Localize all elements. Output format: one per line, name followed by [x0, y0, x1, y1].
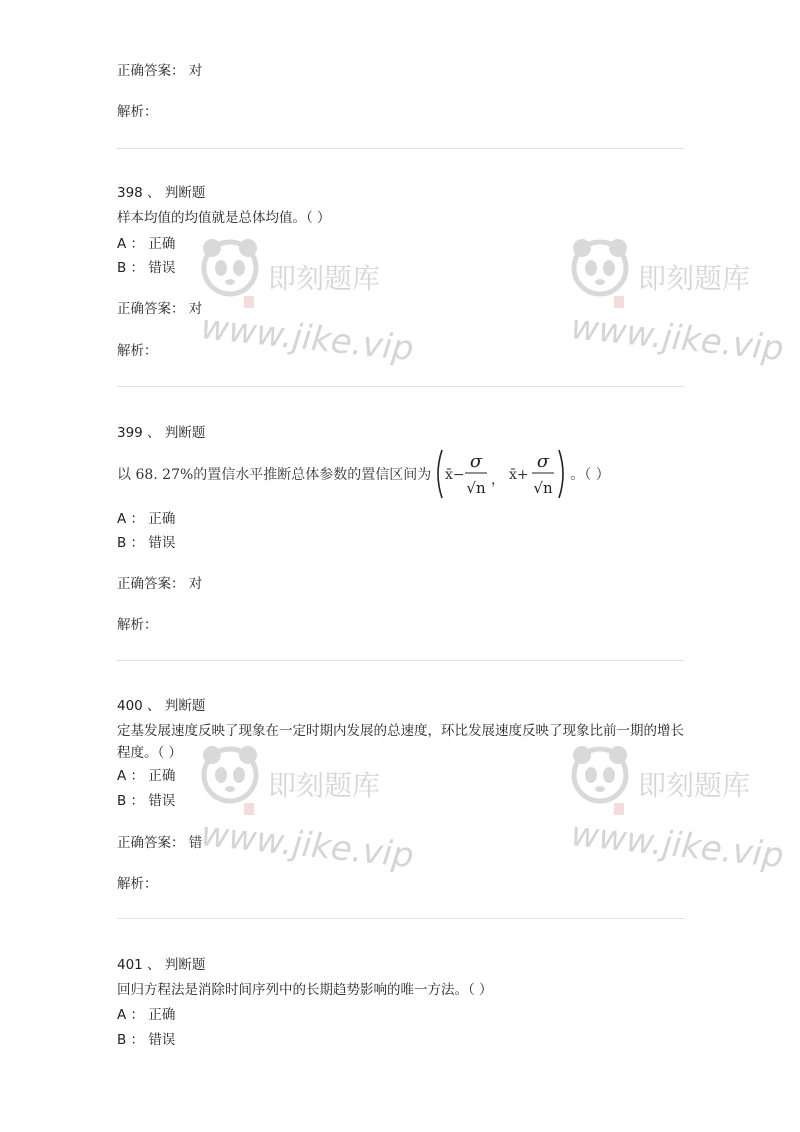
option-b	[117, 534, 175, 552]
option-a-key: A ：	[117, 768, 145, 784]
watermark-url: www.jike.vip	[199, 814, 416, 877]
confidence-interval-formula	[433, 448, 568, 500]
watermark	[569, 745, 786, 880]
option-b-key: B ：	[117, 793, 145, 809]
question-type: 判断题	[164, 185, 206, 201]
question-stem-398: 样本均值的均值就是总体均值。（ ）	[117, 210, 331, 226]
answer-label: 正确答案：	[117, 301, 185, 317]
panda-logo-icon	[203, 239, 257, 308]
option-a-key: A ：	[117, 236, 145, 252]
answer-label: 正确答案：	[117, 576, 185, 592]
option-a	[117, 1006, 175, 1024]
question-type: 判断题	[164, 698, 206, 714]
option-a-text: 正确	[148, 511, 176, 527]
watermark	[200, 745, 425, 880]
option-a-text: 正确	[148, 236, 176, 252]
question-header-400	[117, 697, 205, 715]
answer-row-397	[117, 62, 202, 80]
right-numerator: σ	[537, 451, 550, 472]
option-b-text: 错误	[148, 260, 176, 276]
left-numerator: σ	[470, 451, 483, 472]
question-header-401	[117, 956, 205, 974]
answer-value: 对	[188, 576, 203, 592]
left-term: x̄−	[445, 467, 465, 483]
answer-label: 正确答案：	[117, 63, 185, 79]
question-divider	[117, 148, 685, 149]
watermark-brand: 即刻题库	[638, 262, 751, 295]
watermark	[569, 238, 786, 373]
option-a	[117, 510, 175, 528]
left-denominator: √n	[466, 479, 486, 497]
watermark-brand: 即刻题库	[638, 769, 751, 802]
watermark-url: www.jike.vip	[569, 307, 786, 370]
question-stem-400: 定基发展速度反映了现象在一定时期内发展的总速度，环比发展速度反映了现象比前一期的增长程度。（ ）	[117, 723, 684, 761]
option-a	[117, 767, 175, 785]
right-paren	[559, 450, 563, 498]
left-paren	[438, 450, 442, 498]
watermark-brand: 即刻题库	[268, 769, 381, 802]
question-stem-401: 回归方程法是消除时间序列中的长期趋势影响的唯一方法。（ ）	[117, 982, 493, 998]
option-b-text: 错误	[148, 1032, 176, 1048]
watermark-graphic	[200, 745, 425, 880]
question-number: 401 、	[117, 957, 161, 973]
option-b-text: 错误	[148, 535, 176, 551]
option-b-key: B ：	[117, 535, 145, 551]
question-divider	[117, 918, 685, 919]
watermark-url: www.jike.vip	[569, 814, 786, 877]
option-a-key: A ：	[117, 1007, 145, 1023]
option-b	[117, 792, 175, 810]
option-a	[117, 235, 175, 253]
analysis-label: 解析：	[117, 104, 158, 120]
question-number: 399 、	[117, 425, 161, 441]
separator: ，	[491, 472, 506, 488]
option-b-key: B ：	[117, 260, 145, 276]
analysis-label: 解析：	[117, 876, 158, 892]
option-a-key: A ：	[117, 511, 145, 527]
option-b-text: 错误	[148, 793, 176, 809]
option-b	[117, 1031, 175, 1049]
stem-text-after: 。（ ）	[570, 467, 610, 483]
analysis-label: 解析：	[117, 617, 158, 633]
watermark-graphic	[570, 238, 795, 373]
question-type: 判断题	[164, 957, 206, 973]
question-type: 判断题	[164, 425, 206, 441]
panda-logo-icon	[573, 239, 627, 308]
option-a-text: 正确	[148, 768, 176, 784]
question-header-399	[117, 424, 205, 442]
watermark-brand: 即刻题库	[268, 262, 381, 295]
watermark-url: www.jike.vip	[199, 307, 416, 370]
answer-row-399	[117, 575, 202, 593]
question-number: 400 、	[117, 698, 161, 714]
option-b-key: B ：	[117, 1032, 145, 1048]
answer-label: 正确答案：	[117, 835, 185, 851]
right-denominator: √n	[533, 479, 553, 497]
answer-value: 对	[188, 63, 203, 79]
option-b	[117, 259, 175, 277]
question-number: 398 、	[117, 185, 161, 201]
answer-row-398	[117, 300, 202, 318]
answer-row-400	[117, 834, 202, 852]
analysis-label: 解析：	[117, 343, 158, 359]
question-divider	[117, 660, 685, 661]
answer-value: 对	[188, 301, 203, 317]
option-a-text: 正确	[148, 1007, 176, 1023]
question-header-398	[117, 184, 205, 202]
watermark-graphic	[200, 238, 425, 373]
answer-value: 错	[188, 835, 203, 851]
right-term: x̄+	[509, 467, 529, 483]
stem-text-before: 以 68. 27%的置信水平推断总体参数的置信区间为	[117, 467, 432, 483]
watermark	[200, 238, 425, 373]
question-divider	[117, 386, 685, 387]
question-stem-399	[117, 448, 610, 500]
watermark-graphic	[570, 745, 795, 880]
